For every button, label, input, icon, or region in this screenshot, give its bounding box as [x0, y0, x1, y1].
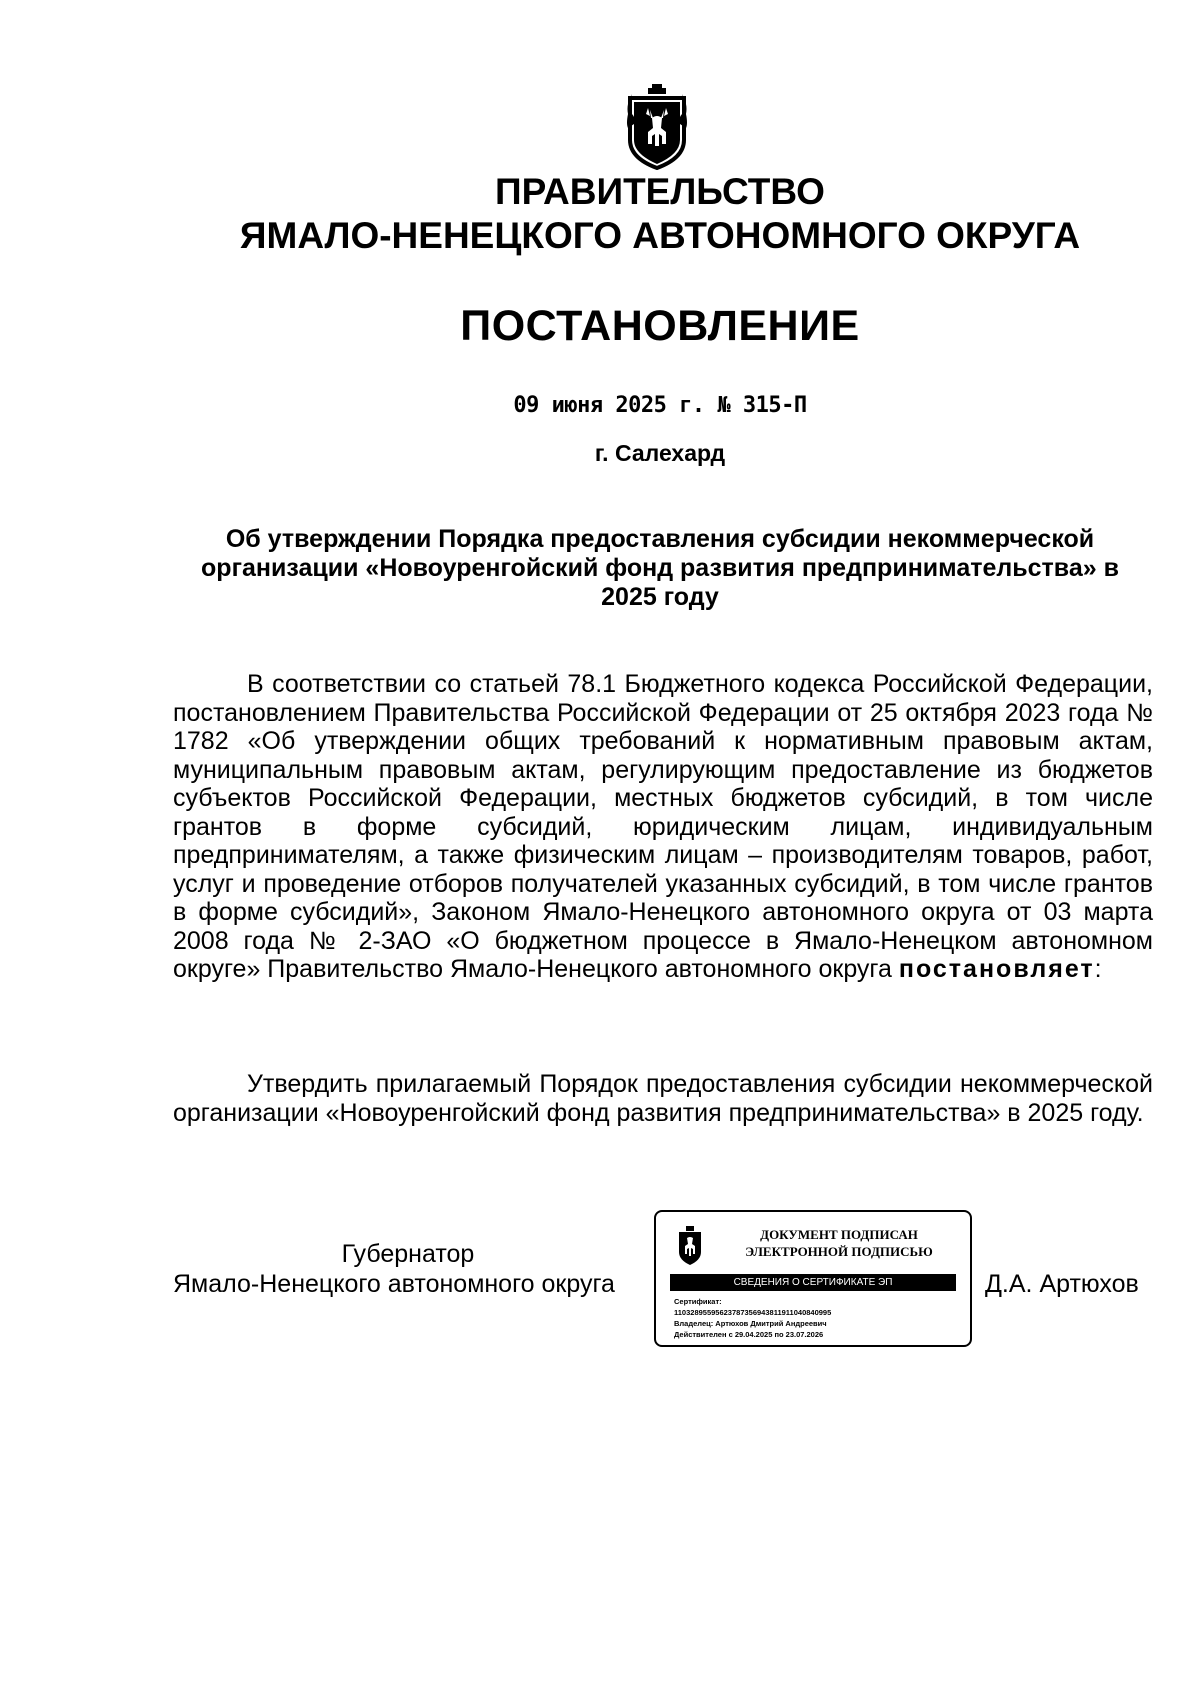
- stamp-certificate-bar: СВЕДЕНИЯ О СЕРТИФИКАТЕ ЭП: [670, 1274, 956, 1291]
- document-date-number: 09 июня 2025 г. № 315-П: [513, 393, 807, 418]
- signatory-position-line1: Губернатор: [341, 1240, 475, 1268]
- stamp-title-line1: ДОКУМЕНТ ПОДПИСАН: [760, 1227, 918, 1242]
- preamble-colon: :: [1094, 955, 1102, 983]
- resolution-paragraph: [173, 1070, 1153, 1127]
- coat-of-arms-icon: [626, 84, 688, 170]
- preamble-text: В соответствии со статьей 78.1 Бюджетного кодекса Российской Федерации, постановлением Правительства Российской Федерации от 25 октября 2023 года № 1782 «Об утверждении общих требований к нормативным правовым актам, муниципальным правовым актам, регулирующим предоставление из бюджетов субъектов Российской Федерации, местных бюджетов субсидий, в том числе грантов в форме субсидий, юридическим лицам, индивидуальным предпринимателям, а также физическим лицам – производителям товаров, работ, услуг и проведение отборов получателей указанных субсидий, в том числе грантов в форме субсидий», Законом Ямало-Ненецкого автономного округа от 03 марта 2008 года № 2-ЗАО «О бюджетном процессе в Ямало-Ненецком автономном округе» Правительство Ямало-Ненецкого автономного округа: [173, 670, 1153, 983]
- signatory-name: Д.А. Артюхов: [985, 1270, 1139, 1298]
- stamp-certificate-info: [674, 1296, 964, 1340]
- stamp-certificate-value: 11032895595623787356943811911040840995: [674, 1308, 832, 1317]
- stamp-coat-of-arms-icon: [676, 1226, 704, 1266]
- stamp-title-line2: ЭЛЕКТРОННОЙ ПОДПИСЬЮ: [745, 1244, 933, 1259]
- signatory-position-line2: Ямало-Ненецкого автономного округа: [173, 1270, 615, 1298]
- electronic-signature-stamp: [654, 1210, 972, 1347]
- document-type-heading: ПОСТАНОВЛЕНИЕ: [460, 302, 860, 350]
- stamp-certificate-label: Сертификат:: [674, 1297, 722, 1306]
- preamble-paragraph: [173, 670, 1153, 984]
- resolves-keyword: постановляет: [898, 955, 1095, 983]
- stamp-owner: Владелец: Артюхов Дмитрий Андреевич: [674, 1319, 827, 1328]
- stamp-validity: Действителен с 29.04.2025 по 23.07.2026: [674, 1330, 824, 1339]
- document-title: Об утверждении Порядка предоставления субсидии некоммерческой организации «Новоуренгойский фонд развития предпринимательства» в 2025 году: [201, 525, 1119, 611]
- government-name-line2: ЯМАЛО-НЕНЕЦКОГО АВТОНОМНОГО ОКРУГА: [239, 215, 1081, 256]
- stamp-title: [714, 1226, 964, 1260]
- signatory-position: [173, 1239, 643, 1299]
- government-name-line1: ПРАВИТЕЛЬСТВО: [495, 171, 825, 212]
- document-city: г. Салехард: [594, 440, 726, 466]
- resolution-text: Утвердить прилагаемый Порядок предоставления субсидии некоммерческой организации «Новоуренгойский фонд развития предпринимательства» в 2025 году.: [173, 1070, 1153, 1127]
